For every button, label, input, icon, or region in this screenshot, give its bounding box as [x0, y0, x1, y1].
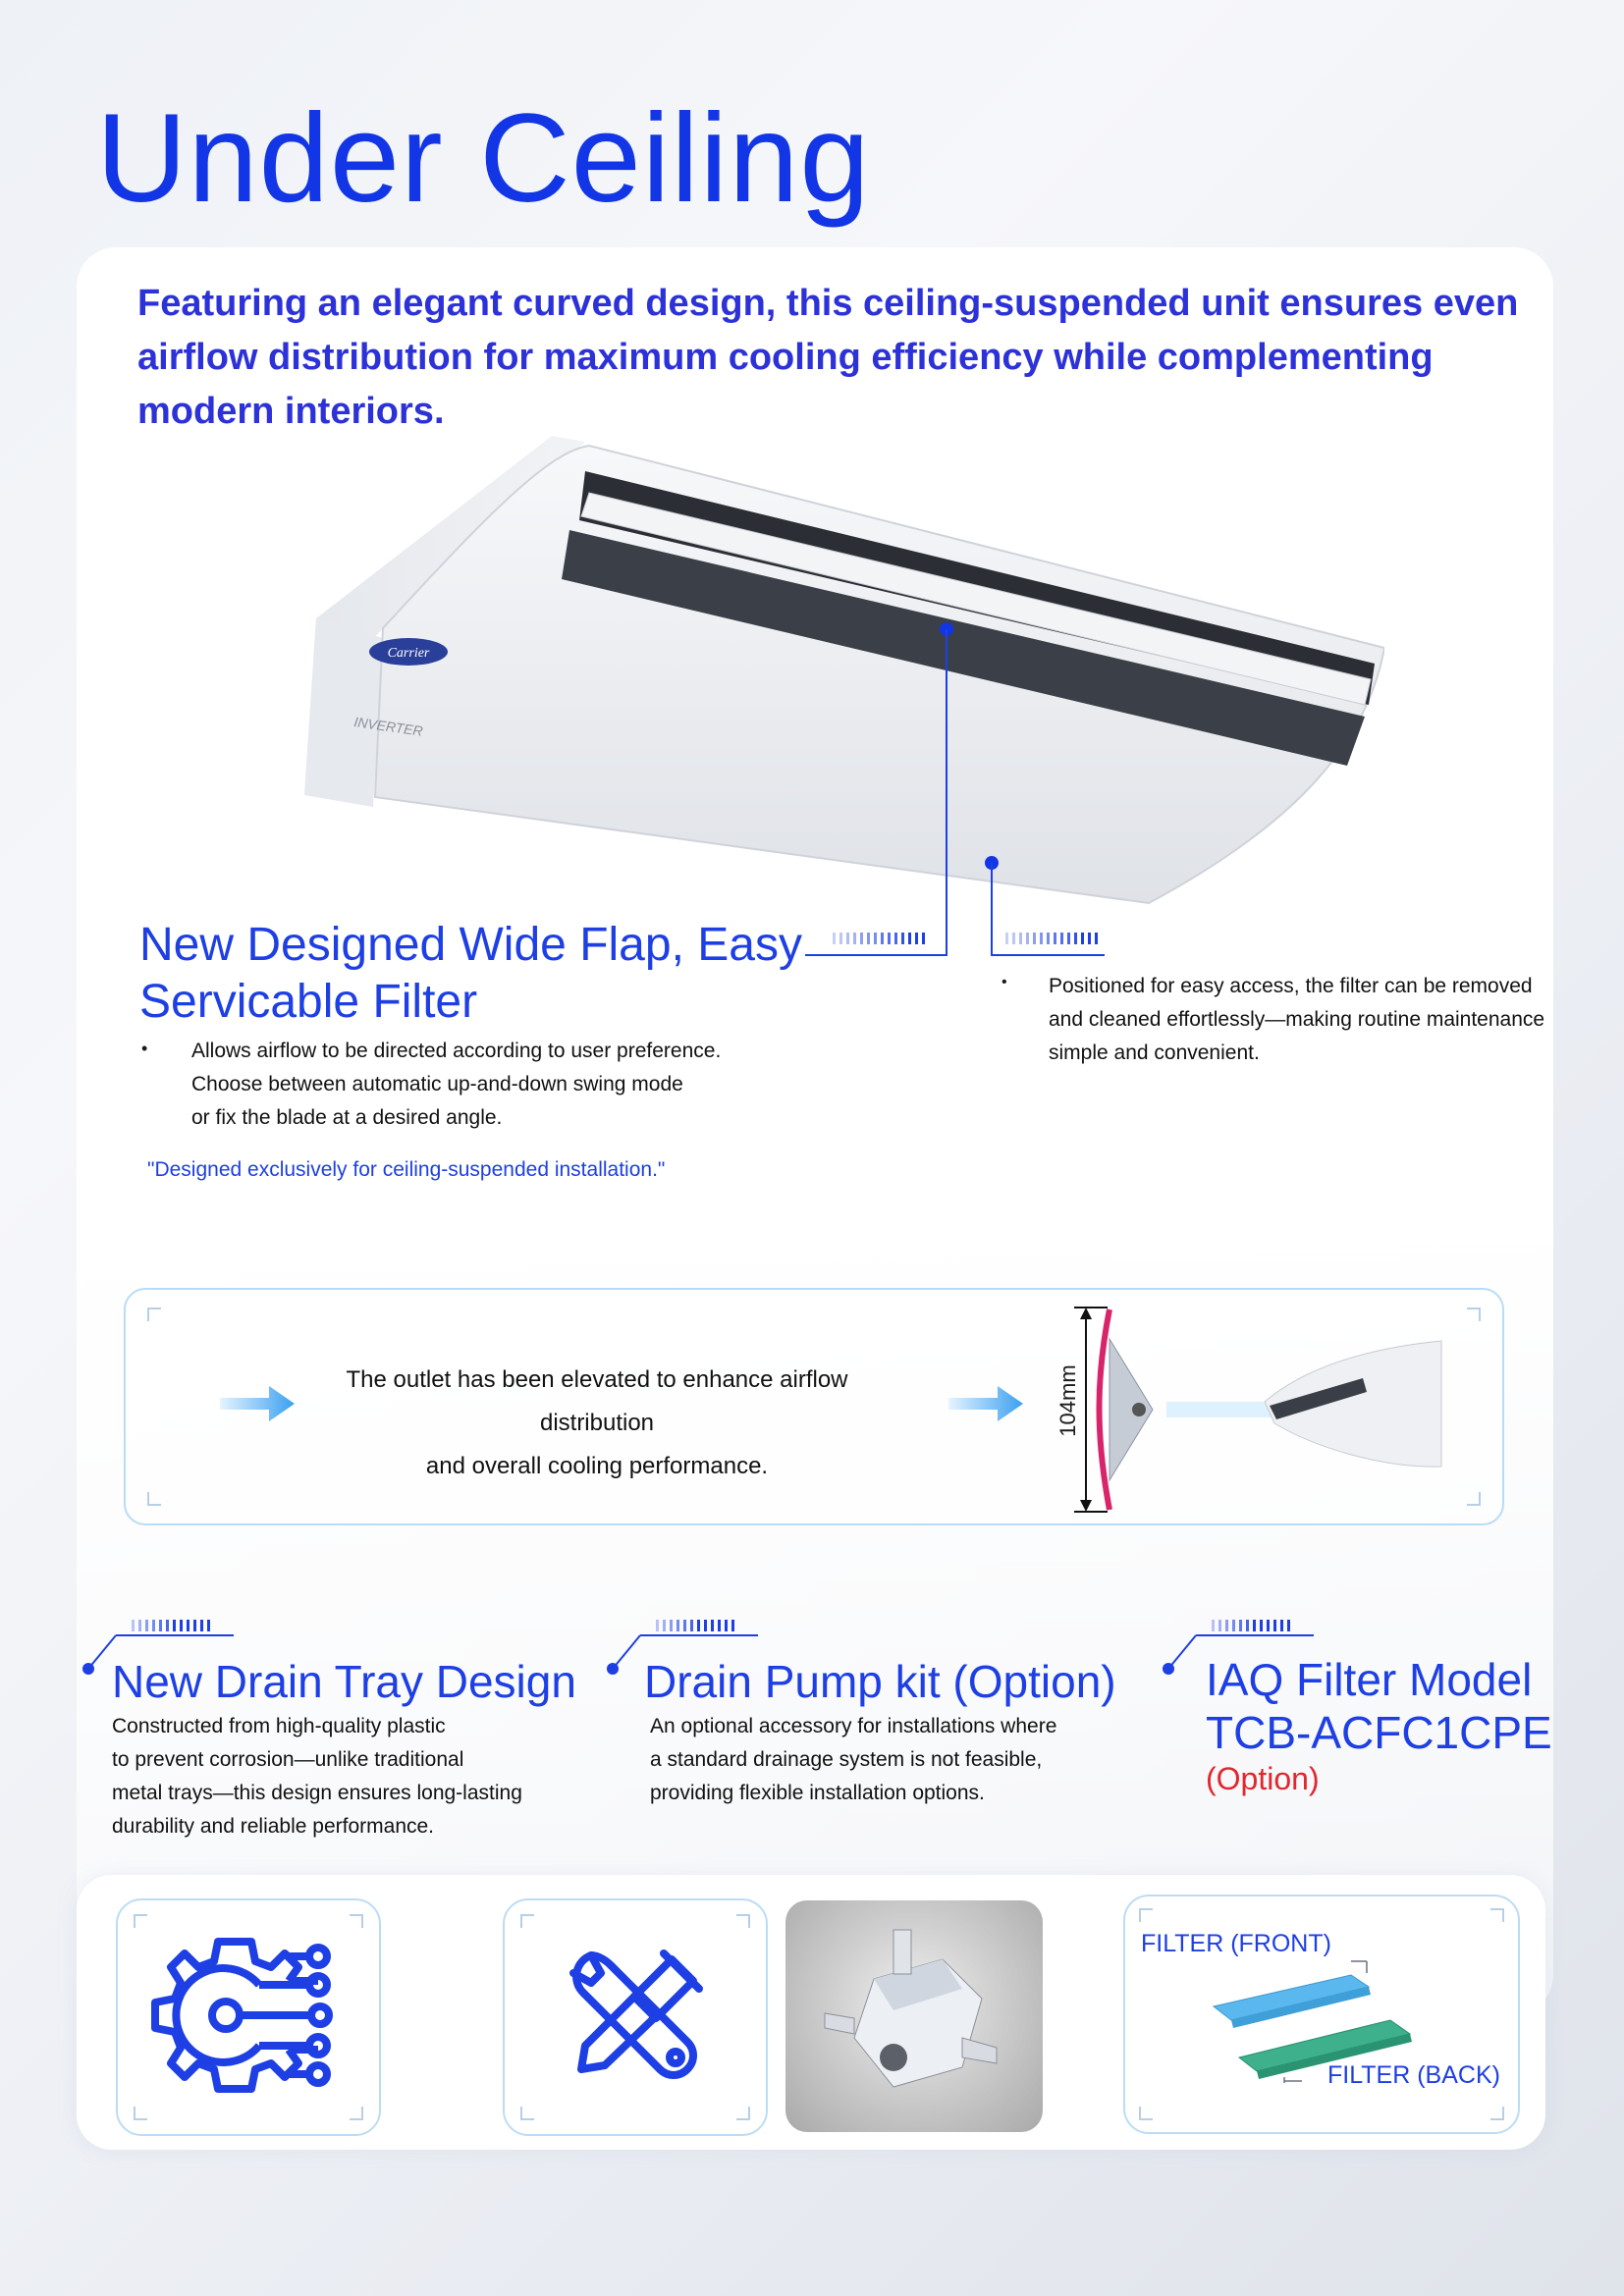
feature-line: to prevent corrosion—unlike traditional: [112, 1748, 464, 1771]
filter-back-label: FILTER (BACK): [1327, 2061, 1500, 2089]
filter-media-icon: [1204, 1955, 1459, 2083]
flap-bullet: [141, 1035, 809, 1135]
drain-pump-photo: [785, 1900, 1043, 2132]
corner-mark: [134, 2107, 147, 2120]
feature-line: metal trays—this design ensures long-lasting: [112, 1782, 522, 1804]
page-title: Under Ceiling: [96, 88, 871, 229]
corner-mark: [147, 1308, 161, 1321]
filter-access-bullet: [1001, 970, 1591, 1070]
corner-mark: [1467, 1308, 1481, 1321]
arrow-right-icon: [948, 1384, 1023, 1423]
flap-bullet-line1: Allows airflow to be directed according to user preference.: [191, 1040, 722, 1062]
corner-mark: [350, 1914, 363, 1928]
corner-mark: [350, 2107, 363, 2120]
corner-mark: [736, 2107, 750, 2120]
ceiling-unit-illustration: [295, 432, 1384, 913]
flap-feature-title-line2: Servicable Filter: [139, 976, 478, 1028]
feature-line: durability and reliable performance.: [112, 1815, 435, 1838]
outlet-info-box: [124, 1288, 1504, 1525]
gear-circuit-icon: [141, 1922, 348, 2109]
dimension-label: 104mm: [1056, 1364, 1080, 1437]
flap-dash-marker: [833, 933, 941, 944]
flap-callout-line: [946, 629, 947, 955]
corner-mark: [1467, 1492, 1481, 1506]
bullet-mark: •: [1001, 974, 1007, 990]
feature-iaq-filter: [1206, 1653, 1618, 1798]
feature-title-line2: TCB-ACFC1CPE: [1206, 1707, 1552, 1758]
pump-illustration: [815, 1920, 1011, 2116]
iaq-filter-card: [1123, 1895, 1520, 2134]
option-label: (Option): [1206, 1761, 1320, 1796]
flap-feature: [139, 917, 827, 1031]
drain-pump-icon-card: [503, 1898, 768, 2136]
corner-mark: [147, 1492, 161, 1506]
feature-drain-pump: [644, 1653, 1155, 1810]
corner-mark: [520, 1914, 534, 1928]
outlet-line2: and overall cooling performance.: [425, 1453, 769, 1479]
brand-logo: Carrier: [387, 646, 430, 661]
outlet-text: [293, 1359, 901, 1488]
installation-quote: "Designed exclusively for ceiling-suspended installation.": [147, 1158, 666, 1181]
feature-title: Drain Pump kit (Option): [644, 1656, 1116, 1707]
corner-mark: [520, 2107, 534, 2120]
flap-bullet-line2: Choose between automatic up-and-down swing mode: [191, 1073, 683, 1095]
arrow-right-icon: [220, 1384, 295, 1423]
wrench-screwdriver-icon: [562, 1944, 709, 2091]
corner-mark: [1139, 2107, 1153, 2120]
corner-mark: [1139, 1908, 1153, 1922]
filter-access-line3: simple and convenient.: [1049, 1041, 1260, 1064]
feature-drain-tray: [112, 1653, 623, 1843]
intro-text: Featuring an elegant curved design, this ceiling-suspended unit ensures even airflow distribution for maximum cooling efficiency while complementing modern interiors.: [137, 283, 1519, 432]
filter-access-line1: Positioned for easy access, the filter can be removed: [1049, 975, 1533, 997]
outlet-dimension-diagram: [1068, 1300, 1461, 1516]
feature-title: New Drain Tray Design: [112, 1656, 576, 1707]
drain-tray-icon-card: [116, 1898, 381, 2136]
corner-mark: [736, 1914, 750, 1928]
feature-line: An optional accessory for installations where: [650, 1715, 1057, 1737]
filter-callout-horizontal: [991, 954, 1105, 956]
corner-mark: [1490, 1908, 1504, 1922]
filter-access-line2: and cleaned effortlessly—making routine maintenance: [1049, 1008, 1545, 1031]
filter-front-label: FILTER (FRONT): [1141, 1930, 1331, 1957]
feature-title-line1: IAQ Filter Model: [1206, 1654, 1533, 1705]
filter-callout-line: [991, 863, 993, 955]
bullet-mark: •: [141, 1039, 148, 1058]
corner-mark: [1490, 2107, 1504, 2120]
flap-bullet-line3: or fix the blade at a desired angle.: [191, 1106, 503, 1129]
filter-dash-marker: [1005, 933, 1113, 944]
outlet-line1: The outlet has been elevated to enhance airflow distribution: [346, 1366, 848, 1436]
inverter-badge: INVERTER: [352, 714, 424, 739]
flap-feature-title-line1: New Designed Wide Flap, Easy: [139, 919, 802, 971]
feature-line: Constructed from high-quality plastic: [112, 1715, 446, 1737]
feature-line: a standard drainage system is not feasible,: [650, 1748, 1043, 1771]
feature-line: providing flexible installation options.: [650, 1782, 985, 1804]
